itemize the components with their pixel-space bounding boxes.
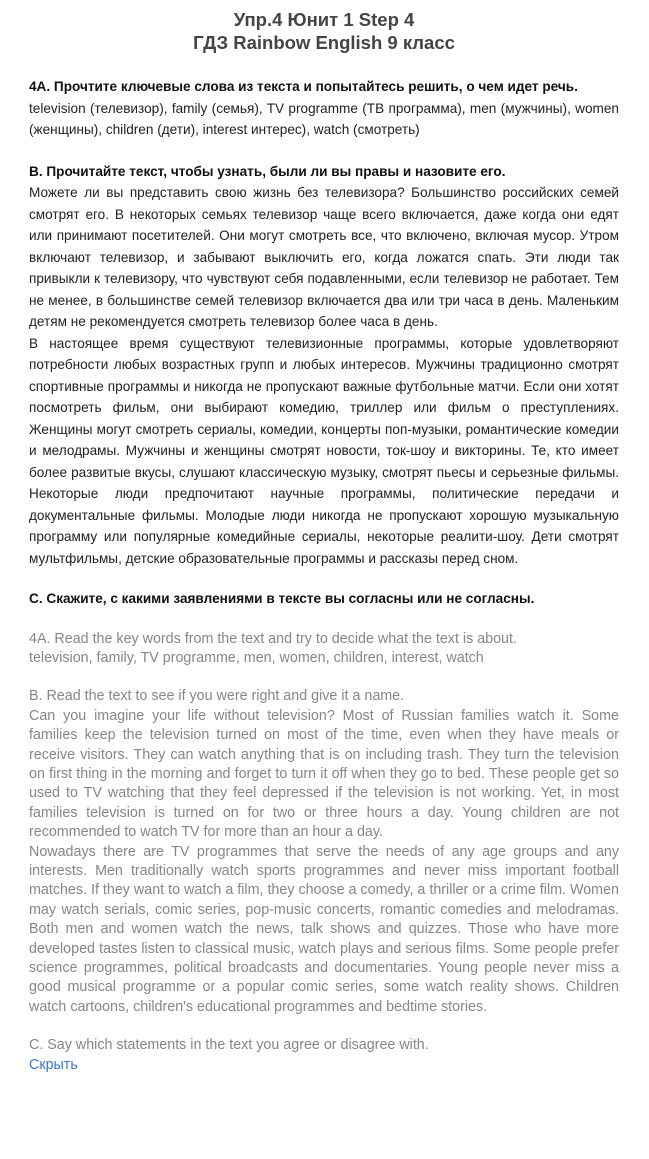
ru-task-a-words: television (телевизор), family (семья), TV programme (ТВ программа), men (мужчины), women (женщины), children (дети), interest интерес), watch (смотреть) [29,100,619,137]
en-task-b-paragraph-1: Can you imagine your life without television? Most of Russian families watch it. Some families keep the television turned on most of the time, even when they have meals or receive visitors. They can watch anything that is on including trash. They turn the television on first thing in the morning and forget to turn it off when they go to bed. These people get so used to TV watching that they feel depressed if the television is not working. Yet, in most families television is turned on for two or three hours a day. Young children are not recommended to watch TV for more than an hour a day. [29,707,619,841]
ru-task-c-heading: C. Скажите, с какими заявлениями в тексте вы согласны или не согласны. [29,591,535,606]
ru-task-b-paragraph-2: В настоящее время существуют телевизионные программы, которые удовлетворяют потребности любых возрастных групп и любых интересов. Мужчины традиционно смотрят спортивные программы и никогда не пропускают важные футбольные матчи. Если они хотят посмотреть фильм, они выбирают комедию, триллер или фильм о преступлениях. Женщины могут смотреть сериалы, комедии, концерты поп-музыки, романтические комедии и мелодрамы. Мужчины и женщины смотрят новости, ток-шоу и викторины. Те, кто имеет более развитые вкусы, слушают классическую музыку, смотрят пьесы и серьезные фильмы. Некоторые люди предпочитают научные программы, политические передачи и документальные фильмы. Молодые люди никогда не пропускают хорошую музыкальную программу или популярные комедийные сериалы, некоторые реалити-шоу. Дети смотрят мультфильмы, детские образовательные программы и рассказы перед сном. [29,335,619,566]
ru-task-b-paragraph-1: Можете ли вы представить свою жизнь без телевизора? Большинство российских семей смотрят его. В некоторых семьях телевизор чаще всего включается, даже когда они едят или принимают посетителей. Они могут смотреть все, что включено, включая мусор. Утром включают телевизор, и забывают выключить его, когда ложатся спать. Эти люди так привыкли к телевизору, что чувствуют себя подавленными, если телевизор не работает. Тем не менее, в большинстве семей телевизор включается два или три часа в день. Маленьким детям не рекомендуется смотреть телевизор более часа в день. [29,185,619,329]
russian-section [29,76,619,610]
en-task-b-paragraph-2: Nowadays there are TV programmes that serve the needs of any age groups and any interests. Men traditionally watch sports programmes and never miss important football matches. If they want to watch a film, they choose a comedy, a thriller or a crime film. Women may watch serials, comic series, pop-music concerts, romantic comedies and melodramas. Both men and women watch the news, talk shows and quizzes. Those who have more developed tastes listen to classical music, watch plays and serious films. Some people prefer science programmes, political broadcasts and documentaries. Young people never miss a good musical programme or a popular comic series, some watch reality shows. Children watch cartoons, children's educational programmes and bedtime stories. [29,843,619,1015]
hide-link[interactable]: Скрыть [29,1056,78,1073]
page-subtitle: ГДЗ Rainbow English 9 класс [193,32,455,53]
page-title: Упр.4 Юнит 1 Step 4 [233,9,415,30]
english-section [29,630,619,1056]
en-task-b-heading: B. Read the text to see if you were right and give it a name. [29,688,405,705]
ru-task-b-heading: B. Прочитайте текст, чтобы узнать, были ли вы правы и назовите его. [29,163,506,179]
ru-task-a-heading: 4A. Прочтите ключевые слова из текста и попытайтесь решить, о чем идет речь. [29,79,578,94]
en-task-a-words: television, family, TV programme, men, women, children, interest, watch [29,649,484,666]
en-task-c-heading: C. Say which statements in the text you agree or disagree with. [29,1037,429,1054]
en-task-a-heading: 4A. Read the key words from the text and try to decide what the text is about. [29,630,517,647]
